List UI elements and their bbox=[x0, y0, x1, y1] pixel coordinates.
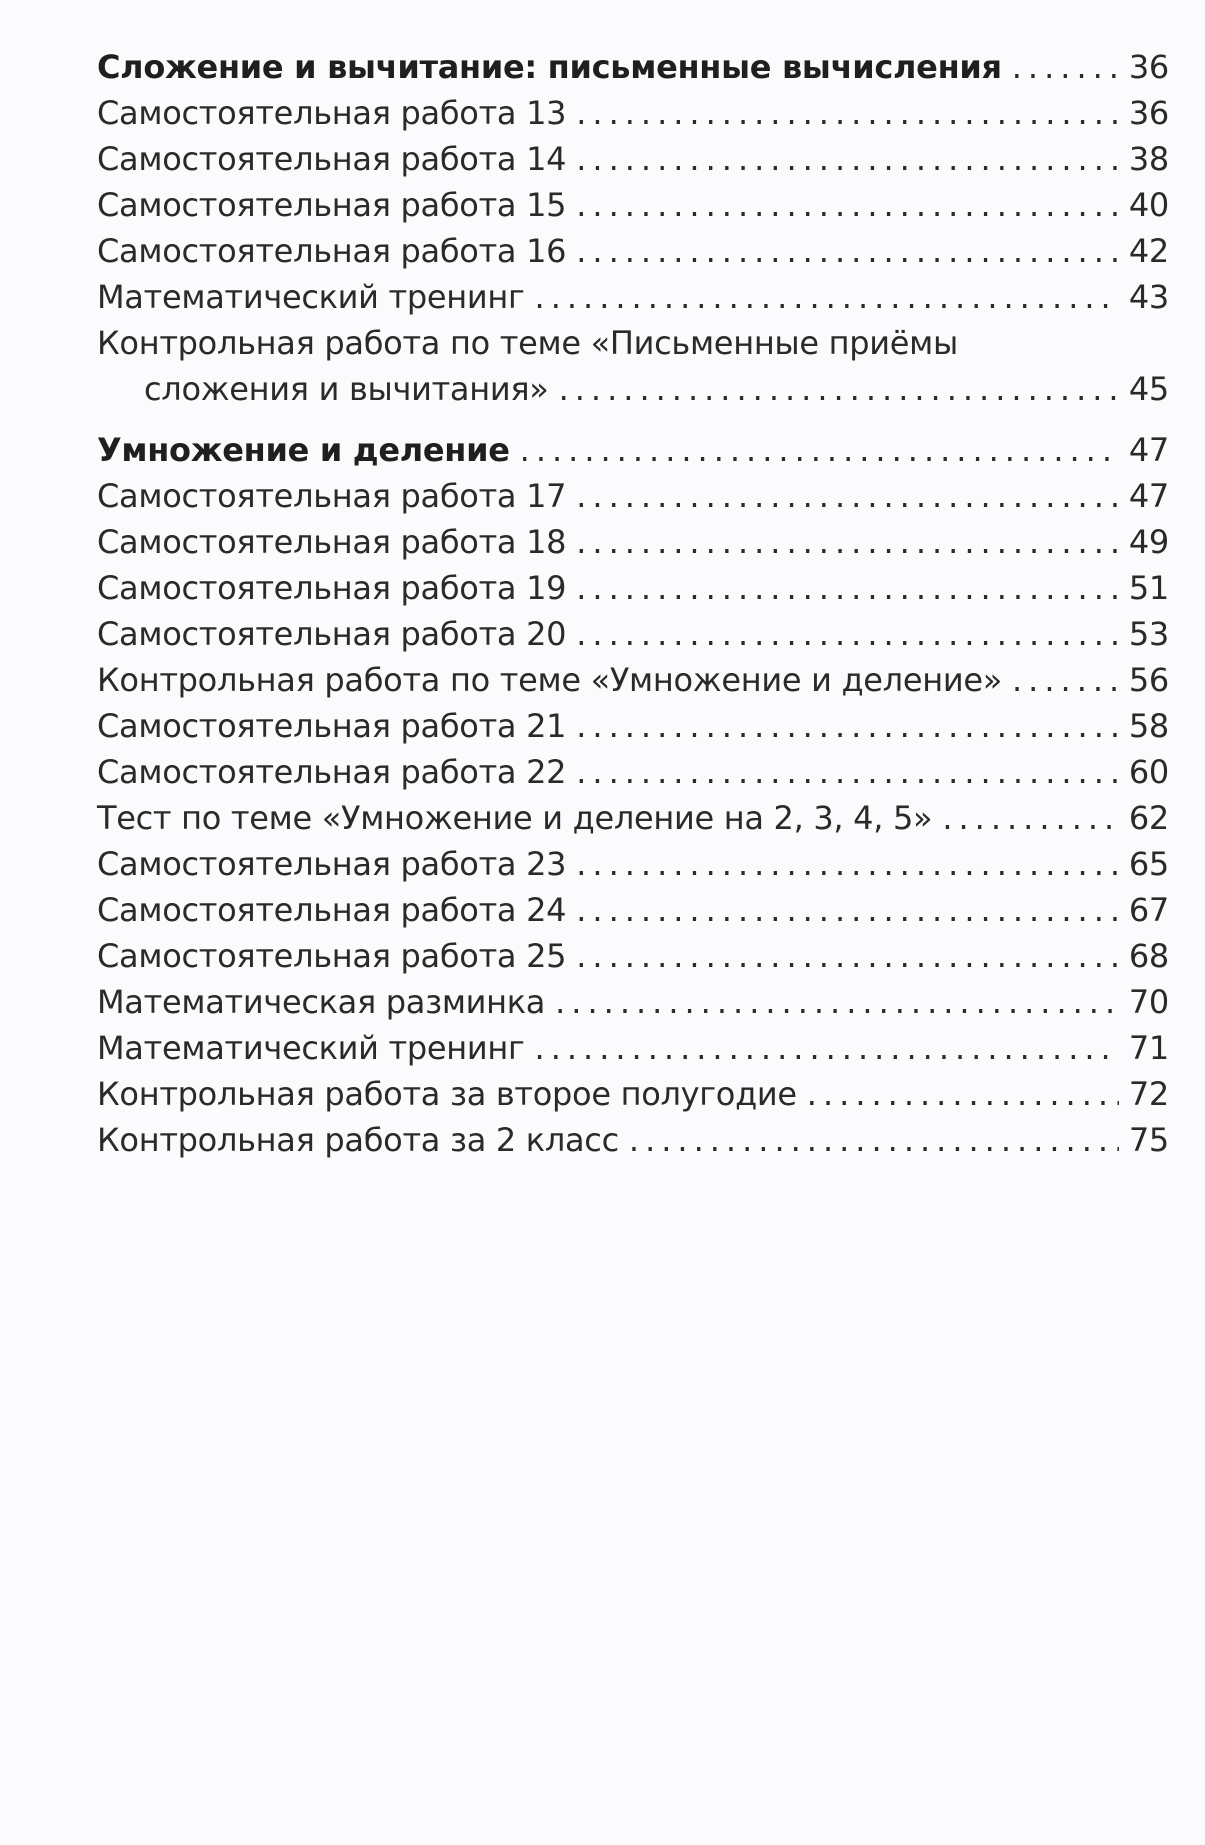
toc-page-number: 72 bbox=[1128, 1075, 1169, 1113]
toc-dot-leader bbox=[520, 427, 1119, 473]
toc-page-number: 43 bbox=[1128, 278, 1169, 316]
toc-entry[interactable] bbox=[97, 473, 1169, 519]
toc-entry-multiline[interactable] bbox=[97, 320, 1169, 412]
toc-dot-leader bbox=[559, 366, 1119, 412]
toc-entry[interactable] bbox=[97, 274, 1169, 320]
toc-entry-title: Самостоятельная работа 20 bbox=[97, 615, 567, 653]
toc-page-number: 75 bbox=[1128, 1121, 1169, 1159]
toc-entry[interactable] bbox=[97, 1025, 1169, 1071]
toc-dot-leader bbox=[576, 933, 1119, 979]
toc-entry[interactable] bbox=[97, 703, 1169, 749]
toc-page-number: 68 bbox=[1128, 937, 1169, 975]
toc-entry-title: Самостоятельная работа 19 bbox=[97, 569, 567, 607]
toc-dot-leader bbox=[942, 795, 1119, 841]
toc-entry[interactable] bbox=[97, 841, 1169, 887]
toc-entry[interactable] bbox=[97, 136, 1169, 182]
toc-dot-leader bbox=[807, 1071, 1119, 1117]
table-of-contents bbox=[97, 44, 1169, 1163]
toc-dot-leader bbox=[576, 519, 1119, 565]
toc-entry[interactable] bbox=[97, 90, 1169, 136]
toc-entry[interactable] bbox=[97, 182, 1169, 228]
toc-entry-title: Самостоятельная работа 18 bbox=[97, 523, 567, 561]
toc-page-number: 49 bbox=[1128, 523, 1169, 561]
toc-section-heading[interactable] bbox=[97, 427, 1169, 473]
toc-entry-title: Самостоятельная работа 23 bbox=[97, 845, 567, 883]
toc-entry[interactable] bbox=[97, 979, 1169, 1025]
toc-page-number: 58 bbox=[1128, 707, 1169, 745]
toc-dot-leader bbox=[576, 703, 1119, 749]
toc-page-number: 38 bbox=[1128, 140, 1169, 178]
toc-page-number: 70 bbox=[1128, 983, 1169, 1021]
toc-entry[interactable] bbox=[97, 565, 1169, 611]
toc-entry[interactable] bbox=[97, 228, 1169, 274]
toc-page-number: 60 bbox=[1128, 753, 1169, 791]
toc-page-number: 53 bbox=[1128, 615, 1169, 653]
toc-entry-title: Контрольная работа за второе полугодие bbox=[97, 1075, 797, 1113]
toc-entry[interactable] bbox=[97, 519, 1169, 565]
toc-entry[interactable] bbox=[97, 1117, 1169, 1163]
toc-entry-title: Тест по теме «Умножение и деление на 2, 3, 4, 5» bbox=[97, 799, 933, 837]
toc-section-heading[interactable] bbox=[97, 44, 1169, 90]
toc-entry-title-line2: сложения и вычитания» bbox=[144, 370, 549, 408]
toc-heading-title: Умножение и деление bbox=[97, 431, 510, 469]
toc-entry[interactable] bbox=[97, 933, 1169, 979]
toc-entry-title: Контрольная работа по теме «Умножение и деление» bbox=[97, 661, 1002, 699]
toc-page-number: 45 bbox=[1128, 370, 1169, 408]
toc-entry-continuation bbox=[97, 366, 1169, 412]
toc-page-number: 62 bbox=[1128, 799, 1169, 837]
toc-entry-title: Самостоятельная работа 14 bbox=[97, 140, 567, 178]
toc-section-multiplication-division bbox=[97, 427, 1169, 1163]
toc-section-addition-subtraction bbox=[97, 44, 1169, 412]
toc-entry-title: Самостоятельная работа 21 bbox=[97, 707, 567, 745]
toc-dot-leader bbox=[576, 749, 1119, 795]
toc-entry-title-line1: Контрольная работа по теме «Письменные приёмы bbox=[97, 324, 958, 362]
toc-entry[interactable] bbox=[97, 611, 1169, 657]
toc-entry-title: Самостоятельная работа 13 bbox=[97, 94, 567, 132]
toc-dot-leader bbox=[629, 1117, 1119, 1163]
toc-entry-title: Математическая разминка bbox=[97, 983, 546, 1021]
toc-page-number: 42 bbox=[1128, 232, 1169, 270]
toc-entry-title: Самостоятельная работа 25 bbox=[97, 937, 567, 975]
toc-dot-leader bbox=[576, 473, 1119, 519]
toc-page-number: 67 bbox=[1128, 891, 1169, 929]
toc-dot-leader bbox=[555, 979, 1119, 1025]
toc-page-number: 47 bbox=[1128, 431, 1169, 469]
toc-entry-title: Самостоятельная работа 16 bbox=[97, 232, 567, 270]
toc-entry-title: Математический тренинг bbox=[97, 278, 525, 316]
toc-page-number: 47 bbox=[1128, 477, 1169, 515]
toc-page-number: 36 bbox=[1128, 48, 1169, 86]
toc-dot-leader bbox=[1012, 657, 1119, 703]
toc-dot-leader bbox=[535, 1025, 1119, 1071]
toc-dot-leader bbox=[576, 841, 1119, 887]
toc-dot-leader bbox=[576, 611, 1119, 657]
toc-entry[interactable] bbox=[97, 1071, 1169, 1117]
toc-entry-title: Математический тренинг bbox=[97, 1029, 525, 1067]
toc-entry-title: Самостоятельная работа 15 bbox=[97, 186, 567, 224]
toc-page-number: 51 bbox=[1128, 569, 1169, 607]
toc-entry[interactable] bbox=[97, 887, 1169, 933]
toc-dot-leader bbox=[576, 887, 1119, 933]
toc-entry-title: Контрольная работа за 2 класс bbox=[97, 1121, 619, 1159]
toc-entry[interactable] bbox=[97, 749, 1169, 795]
toc-dot-leader bbox=[1012, 44, 1119, 90]
toc-page-number: 36 bbox=[1128, 94, 1169, 132]
toc-dot-leader bbox=[535, 274, 1119, 320]
toc-entry[interactable] bbox=[97, 657, 1169, 703]
toc-dot-leader bbox=[576, 228, 1119, 274]
toc-page-number: 40 bbox=[1128, 186, 1169, 224]
toc-page-number: 71 bbox=[1128, 1029, 1169, 1067]
toc-dot-leader bbox=[576, 182, 1119, 228]
toc-dot-leader bbox=[576, 90, 1119, 136]
toc-heading-title: Сложение и вычитание: письменные вычисления bbox=[97, 48, 1002, 86]
toc-page-number: 65 bbox=[1128, 845, 1169, 883]
toc-entry-title: Самостоятельная работа 24 bbox=[97, 891, 567, 929]
toc-page-number: 56 bbox=[1128, 661, 1169, 699]
toc-entry-title: Самостоятельная работа 17 bbox=[97, 477, 567, 515]
toc-entry[interactable] bbox=[97, 795, 1169, 841]
toc-dot-leader bbox=[576, 565, 1119, 611]
toc-dot-leader bbox=[576, 136, 1119, 182]
toc-entry-title: Самостоятельная работа 22 bbox=[97, 753, 567, 791]
